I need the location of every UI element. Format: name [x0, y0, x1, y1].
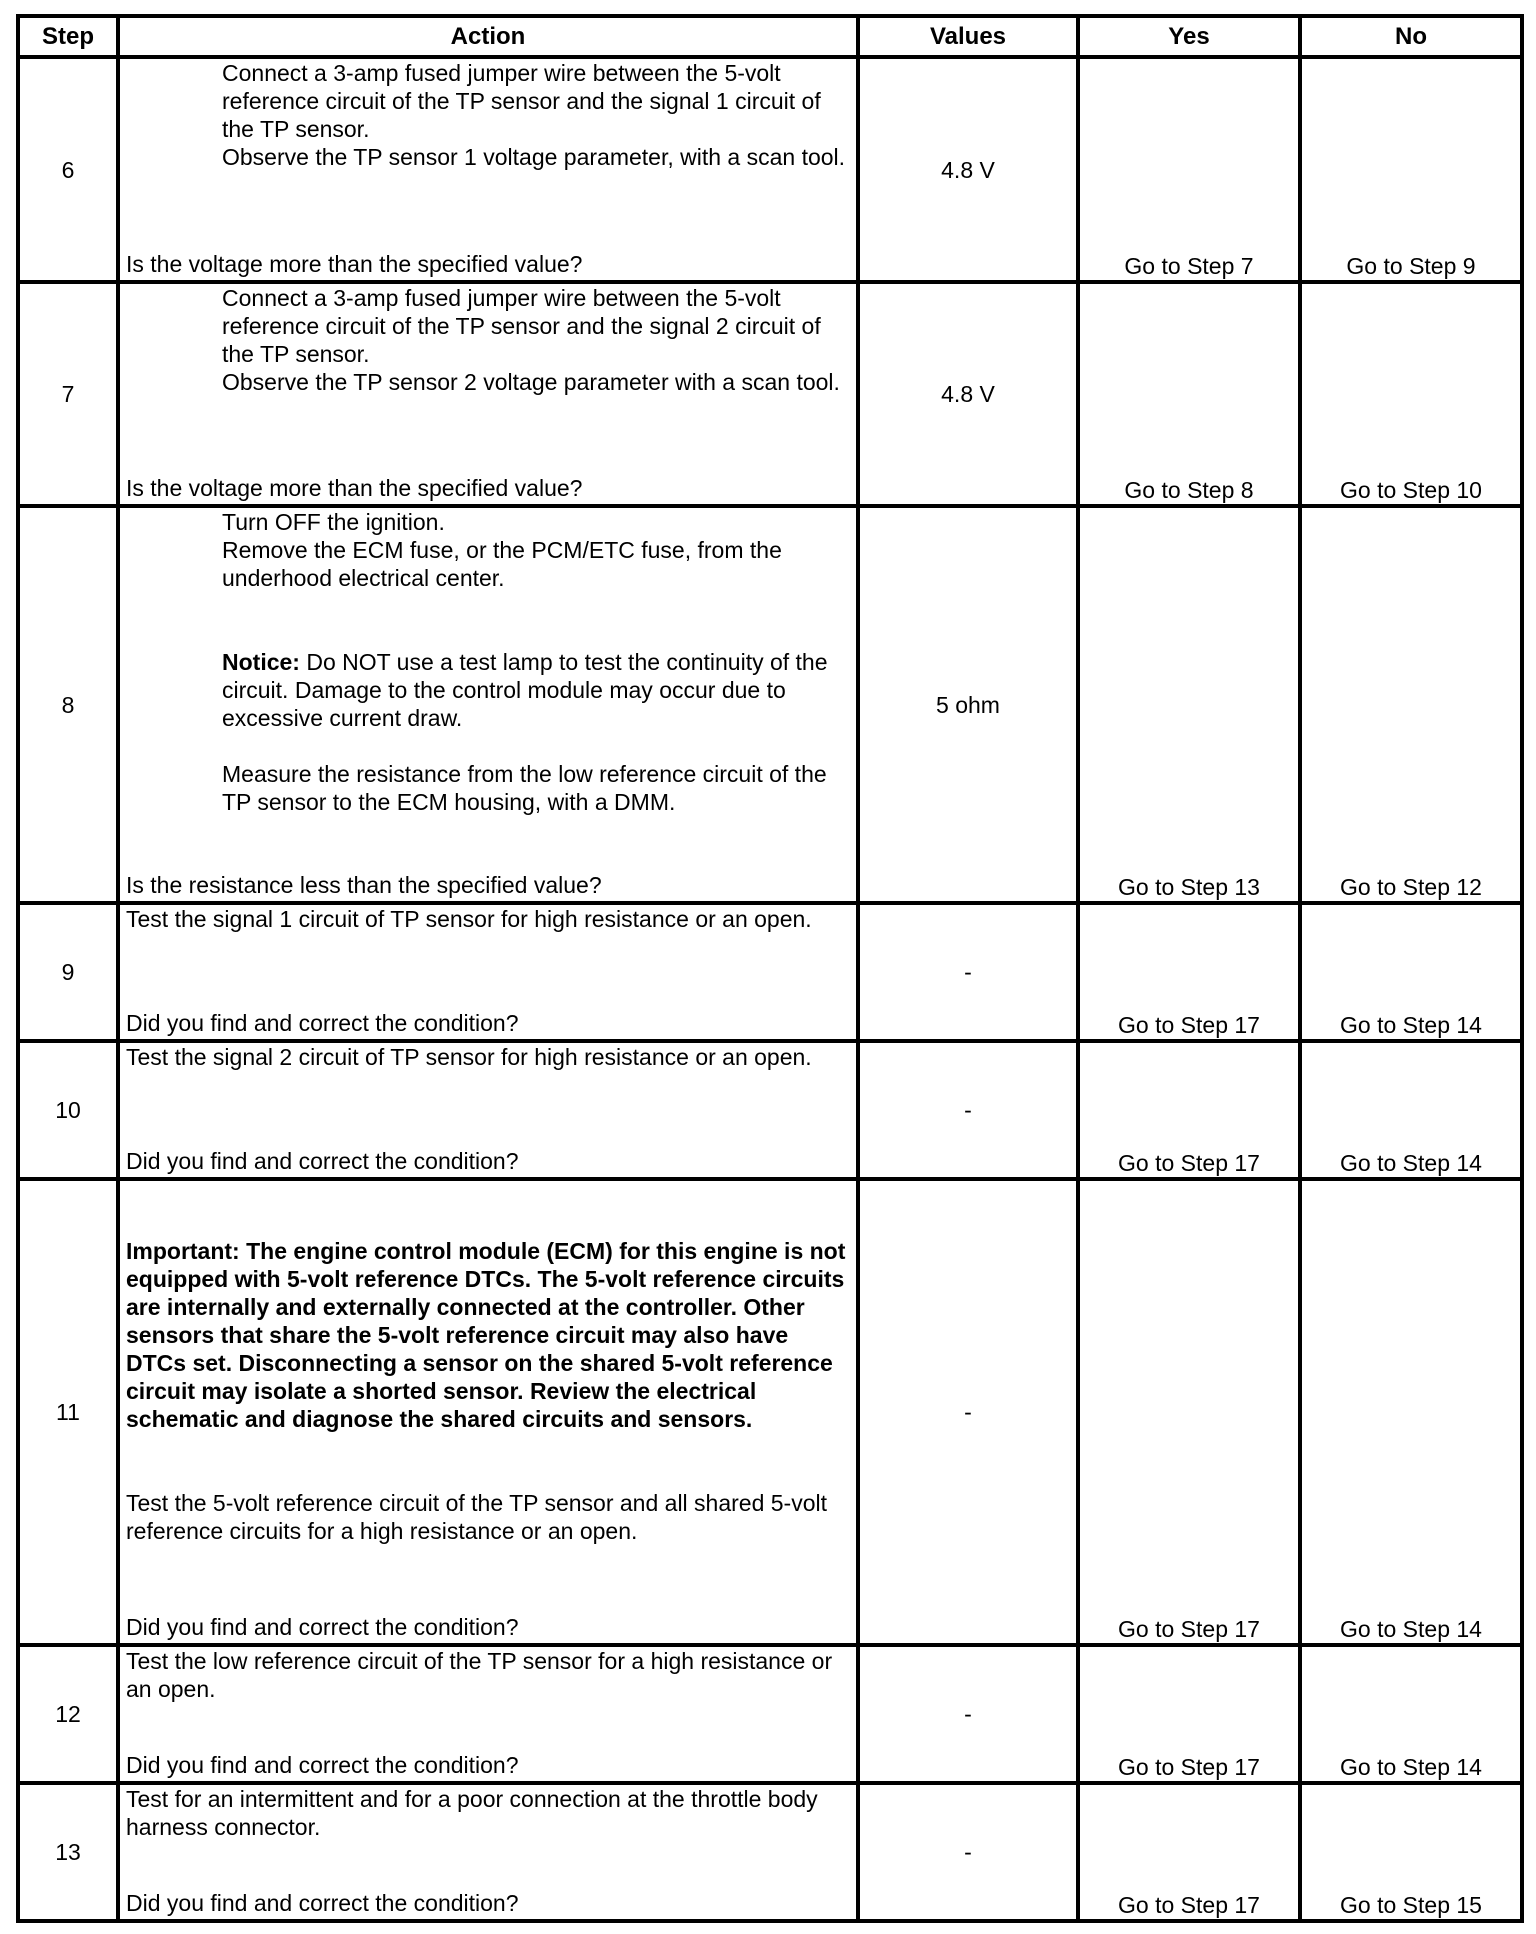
action-text: Test the signal 1 circuit of TP sensor for high resistance or an open. [126, 906, 812, 932]
yes-cell: Go to Step 7 [1078, 57, 1300, 282]
action-cell [118, 1645, 858, 1783]
no-cell: Go to Step 15 [1300, 1783, 1522, 1921]
action-cell [118, 903, 858, 1041]
action-cell [118, 1179, 858, 1645]
action-cell [118, 506, 858, 903]
action-text: Connect a 3-amp fused jumper wire between the 5-volt reference circuit of the TP sensor and the signal 2 circuit of the TP sensor. [222, 285, 821, 367]
header-values: Values [858, 16, 1078, 57]
table-header-row [18, 16, 1522, 57]
step-number: 11 [18, 1179, 118, 1645]
step-number: 7 [18, 282, 118, 506]
action-question: Is the voltage more than the specified value? [126, 251, 583, 277]
table-row [18, 282, 1522, 506]
yes-cell: Go to Step 17 [1078, 1783, 1300, 1921]
table-row [18, 1179, 1522, 1645]
action-text: Test the signal 2 circuit of TP sensor for high resistance or an open. [126, 1044, 812, 1070]
action-question: Did you find and correct the condition? [126, 1752, 519, 1778]
no-cell: Go to Step 10 [1300, 282, 1522, 506]
action-cell [118, 1041, 858, 1179]
table-row [18, 1041, 1522, 1179]
yes-cell: Go to Step 17 [1078, 1041, 1300, 1179]
value-cell: - [858, 1783, 1078, 1921]
no-cell: Go to Step 14 [1300, 1179, 1522, 1645]
no-cell: Go to Step 14 [1300, 903, 1522, 1041]
action-cell [118, 57, 858, 282]
value-cell: - [858, 1645, 1078, 1783]
important-note: Important: The engine control module (ECM) for this engine is not equipped with 5-volt reference DTCs. The 5-volt reference circuits are internally and externally connected at the controller. Other sensors that share the 5-volt reference circuit may also have DTCs set. Disconnecting a sensor on the shared 5-volt reference circuit may isolate a shorted sensor. Review the electrical schematic and diagnose the shared circuits and sensors. [126, 1238, 846, 1432]
header-action: Action [118, 16, 858, 57]
value-cell: 5 ohm [858, 506, 1078, 903]
step-number: 12 [18, 1645, 118, 1783]
header-no: No [1300, 16, 1522, 57]
action-question: Did you find and correct the condition? [126, 1010, 519, 1036]
value-cell: 4.8 V [858, 282, 1078, 506]
action-text: Measure the resistance from the low reference circuit of the TP sensor to the ECM housing, with a DMM. [222, 761, 827, 815]
diagnostic-table [16, 14, 1524, 1923]
action-text: Connect a 3-amp fused jumper wire between the 5-volt reference circuit of the TP sensor and the signal 1 circuit of the TP sensor. [222, 60, 821, 142]
step-number: 8 [18, 506, 118, 903]
header-yes: Yes [1078, 16, 1300, 57]
yes-cell: Go to Step 17 [1078, 1645, 1300, 1783]
no-cell: Go to Step 9 [1300, 57, 1522, 282]
action-question: Did you find and correct the condition? [126, 1614, 519, 1640]
action-text: Test the low reference circuit of the TP sensor for a high resistance or an open. [126, 1648, 833, 1702]
step-number: 10 [18, 1041, 118, 1179]
notice-text: Do NOT use a test lamp to test the continuity of the circuit. Damage to the control module may occur due to excessive current draw. [222, 649, 828, 731]
no-cell: Go to Step 14 [1300, 1645, 1522, 1783]
yes-cell: Go to Step 17 [1078, 1179, 1300, 1645]
notice-block [120, 648, 856, 732]
header-step: Step [18, 16, 118, 57]
table-row [18, 903, 1522, 1041]
table-row [18, 1783, 1522, 1921]
action-text: Observe the TP sensor 1 voltage parameter, with a scan tool. [222, 144, 846, 170]
no-cell: Go to Step 14 [1300, 1041, 1522, 1179]
no-cell: Go to Step 12 [1300, 506, 1522, 903]
notice-label: Notice: [222, 649, 300, 675]
yes-cell: Go to Step 17 [1078, 903, 1300, 1041]
value-cell: - [858, 903, 1078, 1041]
action-cell [118, 1783, 858, 1921]
action-text: Turn OFF the ignition. [222, 509, 445, 535]
action-question: Is the voltage more than the specified value? [126, 475, 583, 501]
table-row [18, 506, 1522, 903]
yes-cell: Go to Step 13 [1078, 506, 1300, 903]
value-cell: - [858, 1041, 1078, 1179]
value-cell: 4.8 V [858, 57, 1078, 282]
action-question: Is the resistance less than the specified value? [126, 872, 602, 898]
action-cell [118, 282, 858, 506]
action-text: Observe the TP sensor 2 voltage parameter with a scan tool. [222, 369, 840, 395]
value-cell: - [858, 1179, 1078, 1645]
yes-cell: Go to Step 8 [1078, 282, 1300, 506]
action-text: Remove the ECM fuse, or the PCM/ETC fuse, from the underhood electrical center. [222, 537, 782, 591]
action-question: Did you find and correct the condition? [126, 1890, 519, 1916]
action-question: Did you find and correct the condition? [126, 1148, 519, 1174]
action-text: Test for an intermittent and for a poor connection at the throttle body harness connector. [126, 1786, 818, 1840]
action-text: Test the 5-volt reference circuit of the TP sensor and all shared 5-volt reference circuits for a high resistance or an open. [126, 1490, 828, 1544]
step-number: 9 [18, 903, 118, 1041]
step-number: 13 [18, 1783, 118, 1921]
step-number: 6 [18, 57, 118, 282]
table-row [18, 57, 1522, 282]
table-row [18, 1645, 1522, 1783]
